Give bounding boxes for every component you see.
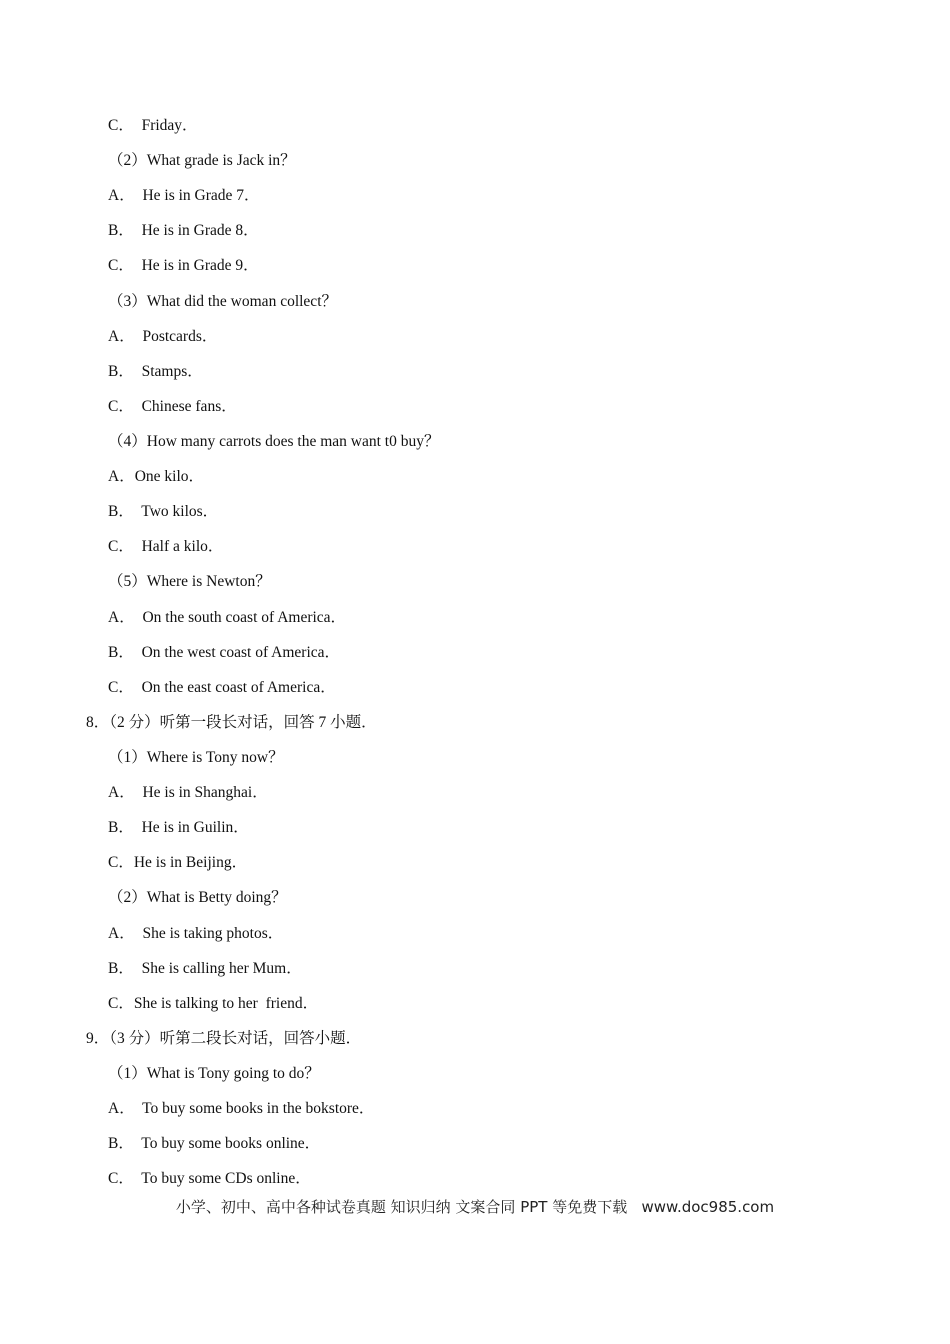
- subquestion-2-betty-doing: （2）What is Betty doing？: [108, 889, 287, 906]
- subquestion-1-tony-going: （1）What is Tony going to do？: [108, 1065, 320, 1082]
- option-a-postcards: A． Postcards．: [108, 328, 218, 345]
- option-a-books-bookstore: A． To buy some books in the bokstore．: [108, 1100, 375, 1117]
- subquestion-1-tony-where: （1）Where is Tony now？: [108, 749, 284, 766]
- option-a-grade-7: A． He is in Grade 7．: [108, 187, 260, 204]
- subquestion-5-newton: （5）Where is Newton？: [108, 573, 271, 590]
- option-b-grade-8: B． He is in Grade 8．: [108, 222, 259, 239]
- option-c-cds-online: C． To buy some CDs online．: [108, 1170, 311, 1187]
- question-8-heading: 8．（2 分）听第一段长对话，回答 7 小题．: [86, 714, 377, 731]
- option-b-calling-mum: B． She is calling her Mum．: [108, 960, 302, 977]
- option-b-books-online: B． To buy some books online．: [108, 1135, 321, 1152]
- option-a-taking-photos: A． She is taking photos．: [108, 925, 284, 942]
- option-c-grade-9: C． He is in Grade 9．: [108, 257, 259, 274]
- option-a-shanghai: A． He is in Shanghai．: [108, 784, 268, 801]
- option-b-guilin: B． He is in Guilin．: [108, 819, 249, 836]
- subquestion-3-collect: （3）What did the woman collect？: [108, 293, 337, 310]
- option-a-south-coast: A． On the south coast of America．: [108, 609, 347, 626]
- option-c-beijing: C．He is in Beijing．: [108, 854, 248, 871]
- option-b-stamps: B． Stamps．: [108, 363, 203, 380]
- option-c-talking-friend: C．She is talking to her friend．: [108, 995, 319, 1012]
- page-footer-watermark: 小学、初中、高中各种试卷真题 知识归纳 文案合同 PPT 等免费下载 www.doc985.com: [175, 1198, 775, 1216]
- option-c-half-kilo: C． Half a kilo．: [108, 538, 224, 555]
- subquestion-4-carrots: （4）How many carrots does the man want t0 buy？: [108, 433, 440, 450]
- option-b-west-coast: B． On the west coast of America．: [108, 644, 341, 661]
- question-9-heading: 9．（3 分）听第二段长对话，回答小题．: [86, 1030, 362, 1047]
- option-a-one-kilo: A．One kilo．: [108, 468, 205, 485]
- subquestion-2-grade: （2）What grade is Jack in？: [108, 152, 296, 169]
- option-c-friday: C． Friday．: [108, 117, 198, 134]
- option-c-east-coast: C． On the east coast of America．: [108, 679, 336, 696]
- option-b-two-kilos: B． Two kilos．: [108, 503, 219, 520]
- option-c-chinese-fans: C． Chinese fans．: [108, 398, 237, 415]
